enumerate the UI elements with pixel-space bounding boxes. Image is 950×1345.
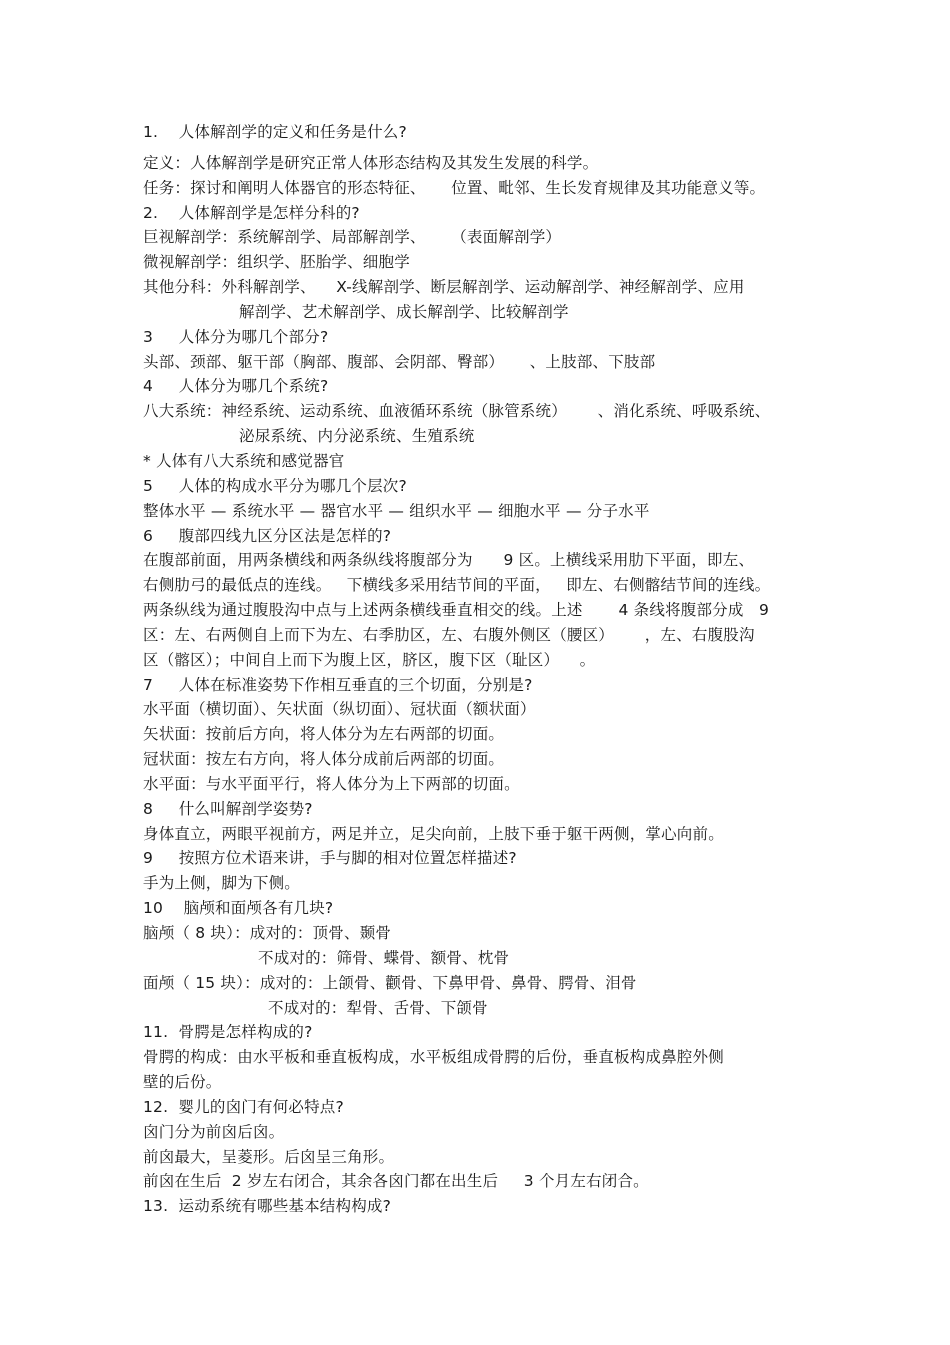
- text-line: 矢状面：按前后方向，将人体分为左右两部的切面。: [143, 725, 505, 744]
- text-line: 水平面：与水平面平行，将人体分为上下两部的切面。: [143, 774, 520, 793]
- text-line: 区（髂区）；中间自上而下为腹上区，脐区，腹下区（耻区） 。: [143, 650, 596, 669]
- question-4: 4 人体分为哪几个系统?: [143, 377, 329, 396]
- text-line-indented: 解剖学、艺术解剖学、成长解剖学、比较解剖学: [239, 302, 569, 321]
- text-line: 右侧肋弓的最低点的连线。 下横线多采用结节间的平面， 即左、右侧髂结节间的连线。: [143, 576, 771, 595]
- question-13: 13. 运动系统有哪些基本结构构成?: [143, 1197, 392, 1216]
- document-body: [143, 120, 863, 1219]
- text-line: 定义：人体解剖学是研究正常人体形态结构及其发生发展的科学。: [143, 153, 599, 172]
- text-line: 其他分科：外科解剖学、 X-线解剖学、断层解剖学、运动解剖学、神经解剖学、应用: [143, 278, 745, 297]
- question-1: 1. 人体解剖学的定义和任务是什么?: [143, 123, 407, 141]
- question-2: 2. 人体解剖学是怎样分科的?: [143, 203, 360, 222]
- text-line: 前囟在生后 2 岁左右闭合，其余各囟门都在出生后 3 个月左右闭合。: [143, 1172, 649, 1191]
- text-line: 骨腭的构成：由水平板和垂直板构成，水平板组成骨腭的后份，垂直板构成鼻腔外侧: [143, 1048, 724, 1067]
- text-line-indented: 不成对的：犁骨、舌骨、下颌骨: [268, 998, 488, 1017]
- text-line: 面颅（ 15 块）：成对的：上颌骨、颧骨、下鼻甲骨、鼻骨、腭骨、泪骨: [143, 973, 637, 992]
- question-6: 6 腹部四线九区分区法是怎样的?: [143, 526, 392, 545]
- text-line: 水平面（横切面）、矢状面（纵切面）、冠状面（额状面）: [143, 700, 536, 719]
- text-line: 任务：探讨和阐明人体器官的形态特征、 位置、毗邻、生长发育规律及其功能意义等。: [143, 178, 766, 197]
- text-line: 头部、颈部、躯干部（胸部、腹部、会阴部、臀部） 、上肢部、下肢部: [143, 352, 656, 371]
- question-5: 5 人体的构成水平分为哪几个层次?: [143, 476, 407, 495]
- text-line-indented: 不成对的：筛骨、蝶骨、额骨、枕骨: [258, 948, 510, 967]
- text-line: 身体直立，两眼平视前方，两足并立，足尖向前，上肢下垂于躯干两侧，掌心向前。: [143, 824, 724, 843]
- text-line: 整体水平 — 系统水平 — 器官水平 — 组织水平 — 细胞水平 — 分子水平: [143, 501, 650, 520]
- text-line: 在腹部前面，用两条横线和两条纵线将腹部分为 9 区。上横线采用肋下平面，即左、: [143, 551, 755, 570]
- text-line: 区：左、右两侧自上而下为左、右季肋区，左、右腹外侧区（腰区） ，左、右腹股沟: [143, 625, 755, 644]
- question-8: 8 什么叫解剖学姿势?: [143, 799, 313, 818]
- text-line: 微视解剖学：组织学、胚胎学、细胞学: [143, 253, 410, 272]
- text-line: 脑颅（ 8 块）：成对的：顶骨、颞骨: [143, 924, 392, 942]
- text-line: 两条纵线为通过腹股沟中点与上述两条横线垂直相交的线。上述 4 条线将腹部分成 9: [143, 601, 770, 620]
- text-line: 壁的后份。: [143, 1073, 222, 1092]
- question-12: 12. 婴儿的囟门有何必特点?: [143, 1097, 344, 1116]
- question-10: 10 脑颅和面颅各有几块?: [143, 899, 334, 918]
- note-line: * 人体有八大系统和感觉器官: [143, 451, 345, 470]
- text-line: 囟门分为前囟后囟。: [143, 1122, 285, 1141]
- question-11: 11. 骨腭是怎样构成的?: [143, 1023, 313, 1042]
- text-line: 手为上侧，脚为下侧。: [143, 874, 301, 893]
- question-7: 7 人体在标准姿势下作相互垂直的三个切面，分别是?: [143, 675, 533, 694]
- text-line-indented: 泌尿系统、内分泌系统、生殖系统: [239, 427, 475, 446]
- question-3: 3 人体分为哪几个部分?: [143, 327, 329, 346]
- text-line: 前囟最大，呈菱形。后囟呈三角形。: [143, 1147, 395, 1166]
- question-9: 9 按照方位术语来讲，手与脚的相对位置怎样描述?: [143, 849, 517, 868]
- text-line: 巨视解剖学：系统解剖学、局部解剖学、 （表面解剖学）: [143, 228, 562, 247]
- text-line: 冠状面：按左右方向，将人体分成前后两部的切面。: [143, 750, 505, 769]
- text-line: 八大系统：神经系统、运动系统、血液循环系统（脉管系统） 、消化系统、呼吸系统、: [143, 402, 771, 421]
